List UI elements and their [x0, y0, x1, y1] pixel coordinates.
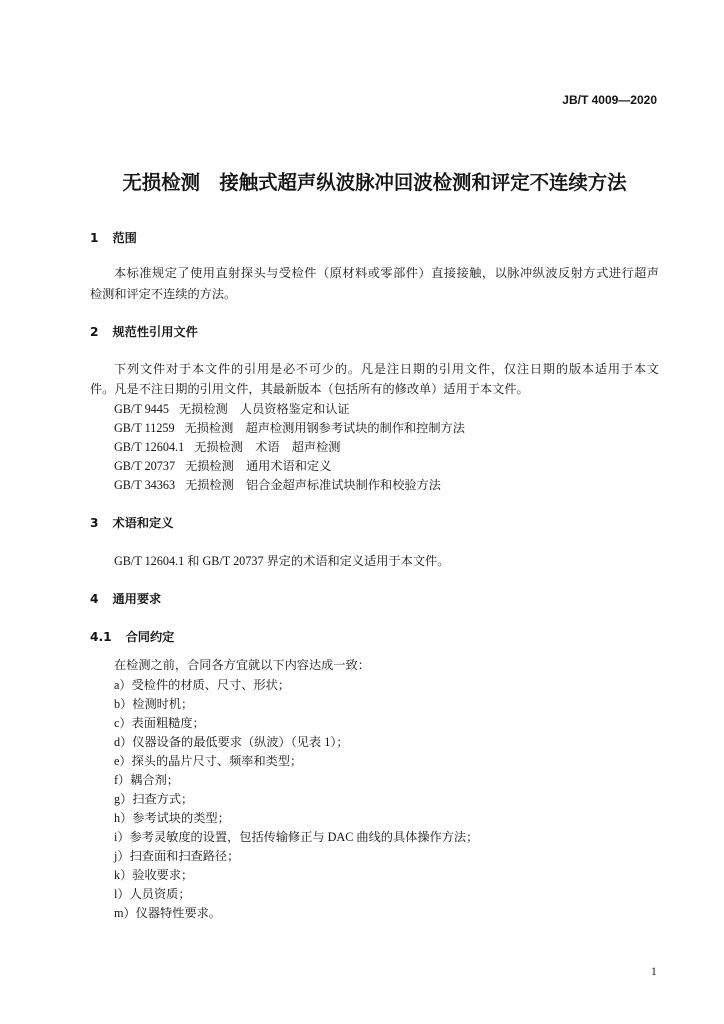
section-number: 3	[90, 516, 99, 530]
section-heading	[90, 515, 173, 531]
subsection-number: 4.1	[90, 630, 112, 644]
subsection-heading	[90, 629, 174, 645]
reference-item	[114, 439, 340, 455]
reference-title: 无损检测 人员资格鉴定和认证	[178, 402, 350, 416]
section-number: 4	[90, 592, 99, 606]
reference-code: GB/T 34363	[114, 478, 176, 492]
page-number: 1	[651, 966, 657, 978]
list-item: f）耦合剂；	[114, 773, 179, 787]
list-item: l）人员资质；	[114, 887, 191, 901]
reference-code: GB/T 20737	[114, 459, 176, 473]
reference-item	[114, 401, 350, 417]
section-heading	[90, 230, 137, 246]
section-number: 2	[90, 325, 99, 339]
reference-code: GB/T 9445	[114, 402, 169, 416]
paragraph-line: 检测和评定不连续的方法。	[90, 287, 237, 301]
reference-title: 无损检测 超声检测用钢参考试块的制作和控制方法	[184, 421, 465, 435]
section-heading	[90, 591, 161, 607]
reference-item	[114, 420, 465, 436]
reference-item	[114, 458, 331, 474]
section-title: 通用要求	[112, 592, 162, 606]
list-item: d）仪器设备的最低要求（纵波）（见表 1）；	[114, 735, 349, 749]
reference-item	[114, 477, 441, 493]
reference-title: 无损检测 铝合金超声标准试块制作和校验方法	[185, 478, 441, 492]
list-item: h）参考试块的类型；	[114, 811, 230, 825]
paragraph-line: 在检测之前，合同各方宜就以下内容达成一致：	[114, 658, 370, 672]
list-item: i）参考灵敏度的设置，包括传输修正与 DAC 曲线的具体操作方法；	[114, 830, 479, 844]
list-item: b）检测时机；	[114, 697, 194, 711]
section-title: 术语和定义	[112, 516, 174, 530]
section-title: 规范性引用文件	[112, 325, 198, 339]
section-number: 1	[90, 231, 99, 245]
reference-title: 无损检测 术语 超声检测	[194, 440, 341, 454]
paragraph-line: 本标准规定了使用直射探头与受检件（原材料或零部件）直接接触，以脉冲纵波反射方式进行超声	[114, 266, 659, 280]
paragraph-line: GB/T 12604.1 和 GB/T 20737 界定的术语和定义适用于本文件。	[114, 554, 450, 568]
subsection-title: 合同约定	[125, 630, 175, 644]
section-heading	[90, 324, 198, 340]
list-item: j）扫查面和扫查路径；	[114, 849, 240, 863]
standard-code: JB/T 4009—2020	[562, 93, 657, 107]
reference-title: 无损检测 通用术语和定义	[185, 459, 332, 473]
section-title: 范围	[112, 231, 137, 245]
paragraph-line: 下列文件对于本文件的引用是必不可少的。凡是注日期的引用文件，仅注日期的版本适用于本文	[114, 362, 659, 376]
list-item: c）表面粗糙度；	[114, 716, 205, 730]
document-title: 无损检测 接触式超声纵波脉冲回波检测和评定不连续方法	[122, 171, 627, 194]
list-item: g）扫查方式；	[114, 792, 194, 806]
reference-code: GB/T 11259	[114, 421, 175, 435]
list-item: e）探头的晶片尺寸、频率和类型；	[114, 754, 303, 768]
list-item: k）验收要求；	[114, 868, 194, 882]
paragraph-line: 件。凡是不注日期的引用文件，其最新版本（包括所有的修改单）适用于本文件。	[90, 382, 529, 396]
list-item: m）仪器特性要求。	[114, 906, 221, 920]
list-item: a）受检件的材质、尺寸、形状；	[114, 678, 291, 692]
reference-code: GB/T 12604.1	[114, 440, 185, 454]
